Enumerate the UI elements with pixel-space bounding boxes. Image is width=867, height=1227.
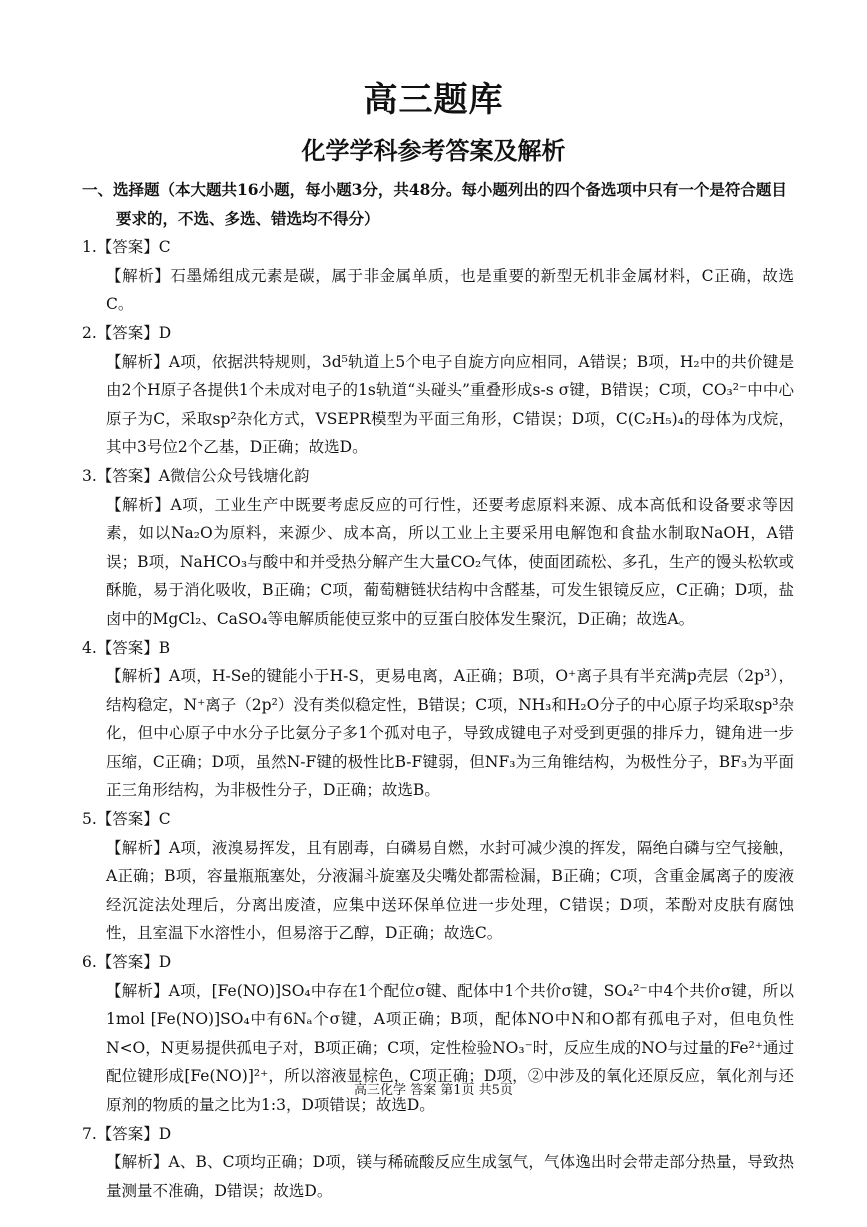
question-5 [82,805,794,948]
document-title: 高三题库 [363,80,504,120]
page-footer: 高三化学 答案 第1页 共5页 [354,1083,513,1098]
answer-line: 4.【答案】B [82,638,171,657]
answer-line: 7.【答案】D [82,1124,172,1143]
explanation: 【解析】A、B、C项均正确；D项，镁与稀硫酸反应生成氢气，气体逸出时会带走部分热量，导致热量测量不准确，D错误；故选D。 [106,1153,794,1200]
explanation: 【解析】石墨烯组成元素是碳，属于非金属单质，也是重要的新型无机非金属材料，C正确，故选C。 [106,266,794,314]
answer-line: 6.【答案】D [82,953,172,972]
answer-line: 5.【答案】C [82,810,171,829]
answer-content [82,176,794,1205]
question-2 [82,319,794,462]
explanation: 【解析】A项，H-Se的键能小于H-S，更易电离，A正确；B项，O⁺离子具有半充满p壳层（2p³），结构稳定，N⁺离子（2p²）没有类似稳定性，B错误；C项，NH₃和H₂O分子的中心原子均采取sp³杂化，但中心原子中水分子比氨分子多1个孤对电子，导致成键电子对受到更强的排斥力，键角进一步压缩，C正确；D项，虽然N-F键的极性比B-F键弱，但NF₃为三角锥结构，为极性分子，BF₃为平面正三角形结构，为非极性分子，D正确；故选B。 [106,667,794,800]
document-subtitle: 化学学科参考答案及解析 [301,136,566,165]
explanation: 【解析】A项，[Fe(NO)]SO₄中存在1个配位σ键、配体中1个共价σ键，SO₄²⁻中4个共价σ键，所以1mol [Fe(NO)]SO₄中有6Nₐ个σ键，A项正确；B项，配体NO中N和O都有孤电子对，但电负性N<O，N更易提供孤电子对，B项正确；C项，定性检验NO₃⁻时，反应生成的NO与过量的Fe²⁺通过配位键形成[Fe(NO)]²⁺，所以溶液显棕色，C项正确；D项，②中涉及的氧化还原反应，氧化剂与还原剂的物质的量之比为1:3，D项错误；故选D。 [106,981,794,1114]
section-heading: 一、选择题（本大题共16小题，每小题3分，共48分。每小题列出的四个备选项中只有一个是符合题目要求的，不选、多选、错选均不得分） [82,180,787,228]
explanation: 【解析】A项，依据洪特规则，3d⁵轨道上5个电子自旋方向应相同，A错误；B项，H₂中的共价键是由2个H原子各提供1个未成对电子的1s轨道“头碰头”重叠形成s-s σ键，B错误；C项，CO₃²⁻中中心原子为C，采取sp²杂化方式，VSEPR模型为平面三角形，C错误；D项，C(C₂H₅)₄的母体为戊烷，其中3号位2个乙基，D正确；故选D。 [106,352,794,457]
answer-line: 3.【答案】A微信公众号钱塘化韵 [82,466,310,485]
explanation: 【解析】A项，液溴易挥发，且有剧毒，白磷易自燃，水封可减少溴的挥发，隔绝白磷与空气接触，A正确；B项，容量瓶瓶塞处，分液漏斗旋塞及尖嘴处都需检漏，B正确；C项，含重金属离子的废液经沉淀法处理后，分离出废渣，应集中送环保单位进一步处理，C错误；D项，苯酚对皮肤有腐蚀性，且室温下水溶性小，但易溶于乙醇，D正确；故选C。 [106,838,794,943]
question-1 [82,233,794,319]
question-7 [82,1120,794,1206]
question-4 [82,634,794,806]
answer-line: 2.【答案】D [82,323,172,342]
explanation: 【解析】A项，工业生产中既要考虑反应的可行性，还要考虑原料来源、成本高低和设备要求等因素，如以Na₂O为原料，来源少、成本高，所以工业上主要采用电解饱和食盐水制取NaOH，A错误；B项，NaHCO₃与酸中和并受热分解产生大量CO₂气体，使面团疏松、多孔，生产的馒头松软或酥脆，易于消化吸收，B正确；C项，葡萄糖链状结构中含醛基，可发生银镜反应，C正确；D项，盐卤中的MgCl₂、CaSO₄等电解质能使豆浆中的豆蛋白胶体发生聚沉，D正确；故选A。 [106,495,794,628]
answer-line: 1.【答案】C [82,238,171,257]
question-3 [82,462,794,634]
